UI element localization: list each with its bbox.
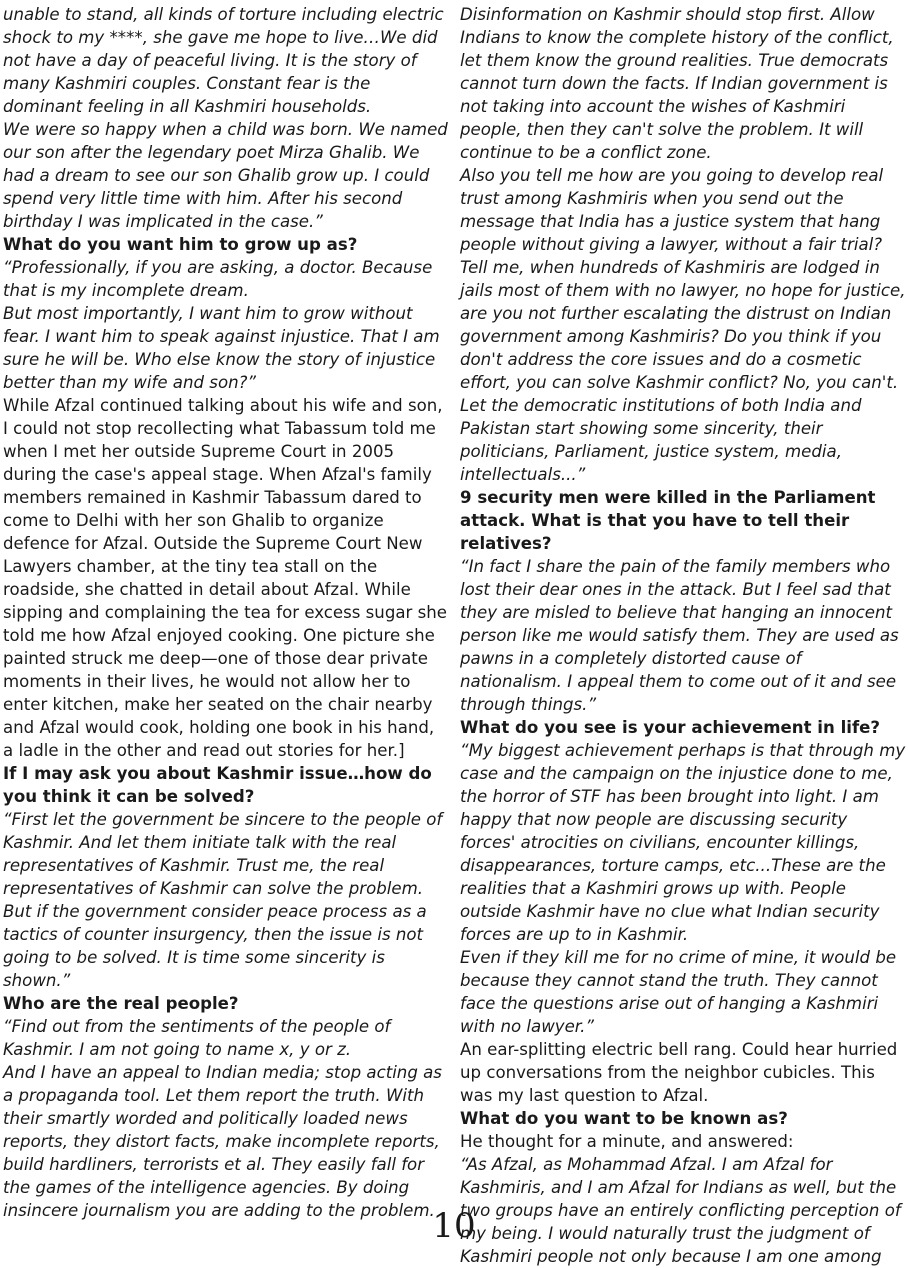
paragraph: “In fact I share the pain of the family members who lost their dear ones in the attack. But I feel sad that they are misled to believe that hanging an innocent person like me would satisfy them. They are used as pawns in a completely distorted cause of nationalism. I appeal them to come out of it and see through things.” — [460, 557, 899, 714]
paragraph: Also you tell me how are you going to develop real trust among Kashmiris when you send out the message that India has a justice system that hang people without giving a lawyer, without a fair trial? Tell me, when hundreds of Kashmiris are lodged in jails most of them with no lawyer, no hope for justice, are you not further escalating the distrust on Indian government among Kashmiris? Do you think if you don't address the core issues and do a cosmetic effort, you can solve Kashmir conflict? No, you can't. Let the democratic institutions of both India and Pakistan start showing some sincerity, their politicians, Parliament, justice system, media, intellectuals...” — [460, 166, 906, 484]
paragraph: An ear-splitting electric bell rang. Could hear hurried up conversations from the neighbor cubicles. This was my last question to Afzal. — [460, 1040, 898, 1105]
paragraph: He thought for a minute, and answered: — [460, 1132, 794, 1151]
paragraph: Even if they kill me for no crime of mine, it would be because they cannot stand the truth. They cannot face the questions arise out of hanging a Kashmiri with no lawyer.” — [460, 948, 897, 1036]
paragraph: While Afzal continued talking about his wife and son, I could not stop recollecting what Tabassum told me when I met her outside Supreme Court in 2005 during the case's appeal stage. When Afzal's family members remained in Kashmir Tabassum dared to come to Delhi with her son Ghalib to organize defence for Afzal. Outside the Supreme Court New Lawyers chamber, at the tiny tea stall on the roadside, she chatted in detail about Afzal. While sipping and complaining the tea for excess sugar she told me how Afzal enjoyed cooking. One picture she painted struck me deep—one of those dear private moments in their lives, he would not allow her to enter kitchen, make her seated on the chair nearby and Afzal would cook, holding one book in his hand, a ladle in the other and read out stories for her.] — [3, 396, 447, 760]
paragraph: We were so happy when a child was born. We named our son after the legendary poet Mirza Ghalib. We had a dream to see our son Ghalib grow up. I could spend very little time with him. After his second birthday I was implicated in the case.” — [3, 120, 448, 231]
paragraph: “Professionally, if you are asking, a doctor. Because that is my incomplete dream. — [3, 258, 433, 300]
question-heading: Who are the real people? — [3, 994, 239, 1013]
question-heading: If I may ask you about Kashmir issue…how do you think it can be solved? — [3, 764, 432, 806]
paragraph: unable to stand, all kinds of torture including electric shock to my ****, she gave me hope to live…We did not have a day of peaceful living. It is the story of many Kashmiri couples. Constant fear is the dominant feeling in all Kashmiri households. — [3, 5, 444, 116]
question-heading: What do you want to be known as? — [460, 1109, 788, 1128]
paragraph: And I have an appeal to Indian media; stop acting as a propaganda tool. Let them report the truth. With their smartly worded and politically loaded news reports, they distort facts, make incomplete reports, build hardliners, terrorists et al. They easily fall for the games of the intelligence agencies. By doing insincere journalism you are adding to the problem. — [3, 1063, 442, 1220]
left-column — [3, 3, 449, 1222]
page-number: 10 — [432, 1206, 476, 1246]
right-column — [460, 3, 906, 1268]
paragraph: But most importantly, I want him to grow without fear. I want him to speak against injustice. That I am sure he will be. Who else know the story of injustice better than my wife and son?” — [3, 304, 440, 392]
paragraph: “My biggest achievement perhaps is that through my case and the campaign on the injustice done to me, the horror of STF has been brought into light. I am happy that now people are discussing security forces' atrocities on civilians, encounter killings, disappearances, torture camps, etc...These are the realities that a Kashmiri grows up with. People outside Kashmir have no clue what Indian security forces are up to in Kashmir. — [460, 741, 906, 944]
paragraph: “Find out from the sentiments of the people of Kashmir. I am not going to name x, y or z. — [3, 1017, 391, 1059]
question-heading: 9 security men were killed in the Parliament attack. What is that you have to tell their relatives? — [460, 488, 876, 553]
question-heading: What do you see is your achievement in life? — [460, 718, 881, 737]
paragraph: Disinformation on Kashmir should stop first. Allow Indians to know the complete history of the conflict, let them know the ground realities. True democrats cannot turn down the facts. If Indian government is not taking into account the wishes of Kashmiri people, then they can't solve the problem. It will continue to be a conflict zone. — [460, 5, 894, 162]
paragraph: “As Afzal, as Mohammad Afzal. I am Afzal for Kashmiris, and I am Afzal for Indians as well, but the two groups have an entirely conflicting perception of my being. I would naturally trust the judgment of Kashmiri people not only because I am one among — [460, 1155, 901, 1266]
question-heading: What do you want him to grow up as? — [3, 235, 358, 254]
paragraph: “First let the government be sincere to the people of Kashmir. And let them initiate talk with the real representatives of Kashmir. Trust me, the real representatives of Kashmir can solve the problem. But if the government consider peace process as a tactics of counter insurgency, then the issue is not going to be solved. It is time some sincerity is shown.” — [3, 810, 443, 990]
